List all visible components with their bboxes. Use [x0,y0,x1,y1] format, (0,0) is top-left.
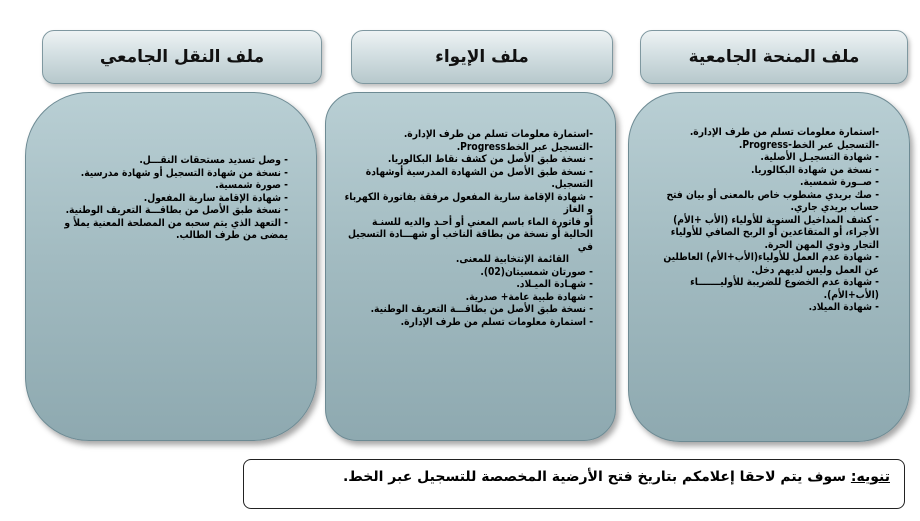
header-scholarship: ملف المنحة الجامعية [640,30,908,84]
list-item: - نسخة من شهادة التسجيل أو شهادة مدرسية. [80,167,288,179]
notice-box [243,459,905,509]
list-item: القائمة الإنتخابية للمعنى. [455,254,569,265]
list-item: - نسخة طبق الأصل من الشهادة المدرسية أوشهادة التسجيل. [365,166,593,190]
transport-list [46,155,288,243]
list-item: - شهادة التسجيـل الأصلية. [760,152,879,163]
housing-panel [325,92,616,441]
list-item: -التسجيل عبر الخط-Progress. [738,139,879,151]
list-item: - استمارة معلومات تسلم من طرف الإدارة. [400,316,593,328]
list-item: - صورتان شمسيتان(02). [480,266,593,278]
list-item: -استمارة معلومات تسلم من طرف الإدارة. [689,127,879,138]
list-item: -استمارة معلومات تسلم من طرف الإدارة. [403,129,593,140]
header-transport: ملف النقل الجامعي [42,30,322,84]
list-item: - كشف المداخيل السنوية للأولياء (الأب +الأم) الأجراء، أو المتقاعدين أو الربح الصافي للأولياء التجار وذوي المهن الحرة. [670,214,879,251]
scholarship-panel [628,92,910,442]
notice-text: سوف يتم لاحقا إعلامكم بتاريخ فتح الأرضية المخصصة للتسجيل عبر الخط. [342,469,851,485]
list-item: - صك بريدي مشطوب خاص بالمعنى أو بيان فتح حساب بريدي جاري. [666,189,879,213]
list-item: - نسخة طبق الأصل من كشف نقاط البكالوريا. [387,154,593,165]
list-item: أو فاتورة الماء باسم المعني أو أحـد والديه للسنـة الحالية أو نسخة من بطاقة الناخب أو شهـــادة التسجيل في [347,216,593,253]
list-item: - نسخة من شهادة البكالوريا. [751,164,879,176]
list-item: - شهـادة الميـلاد. [516,279,593,290]
list-item: - شهادة عدم الخضوع للضريبة للأوليـــــــاء (الأب+الأم). [690,277,879,301]
housing-list [344,129,593,329]
header-housing: ملف الإيواء [351,30,613,84]
notice-label: تنويه: [850,469,890,485]
list-item: - شهادة الإقامة سارية المفعول مرفقة بفاتورة الكهرباء و الغاز [344,191,593,215]
list-item: - شهادة الميلاد. [808,302,879,313]
list-item: - شهادة عدم العمل للأولياء(الأب+الأم) العاطلين عن العمل وليس لديهم دخل. [663,252,879,276]
list-item: -التسجيل عبر الخطProgress. [456,141,593,153]
list-item: - وصل تسديد مستحقات النقـــل. [139,155,288,166]
list-item: - صورة شمسية. [215,180,288,191]
list-item: - التعهد الذي يتم سحبه من المصلحة المعنية يملأ و يمضى من طرف الطالب. [64,217,288,241]
transport-panel [25,92,317,441]
list-item: - شهادة طبية عامة+ صدرية. [465,291,593,303]
scholarship-list [647,127,879,315]
list-item: - صــورة شمسية. [799,177,879,188]
list-item: - نسخة طبق الأصل من بطاقـــة التعريف الوطنية. [65,205,288,216]
list-item: - شهادة الإقامة سارية المفعول. [143,192,288,204]
list-item: - نسخة طبق الأصل من بطاقـــة التعريف الوطنية. [370,304,593,315]
